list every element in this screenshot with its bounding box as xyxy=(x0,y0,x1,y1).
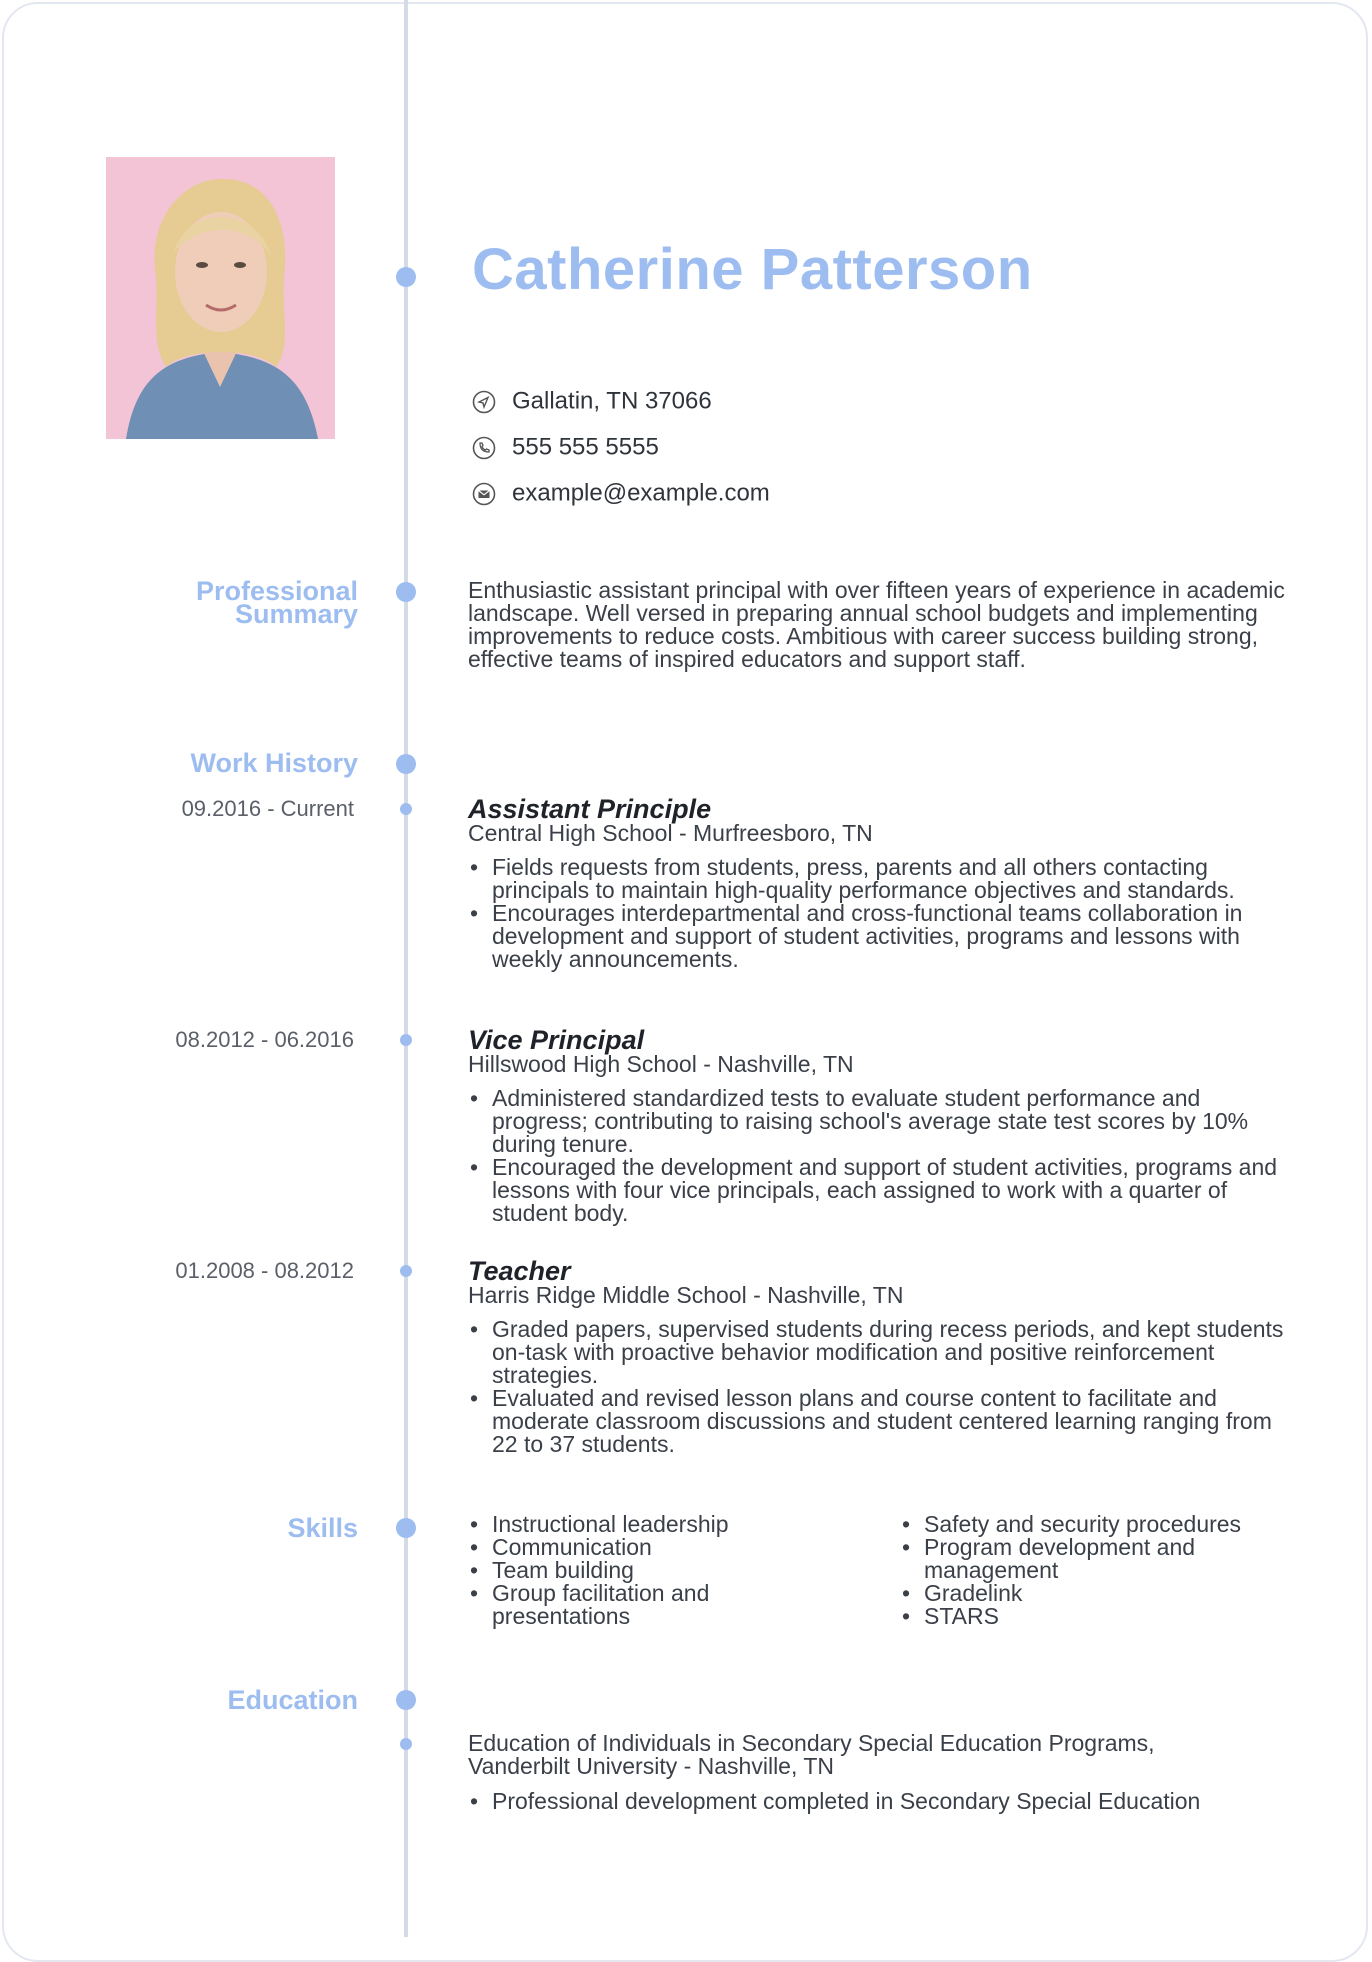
contact-email[interactable] xyxy=(472,479,770,508)
contact-phone xyxy=(472,433,659,462)
job1-dates: 09.2016 - Current xyxy=(181,796,354,821)
timeline-dot-summary xyxy=(396,582,416,602)
education-bullets xyxy=(468,1790,1288,1813)
timeline-dot-name xyxy=(396,267,416,287)
job2-bullets xyxy=(468,1087,1288,1225)
job1 xyxy=(468,796,1288,971)
work-history-heading: Work History xyxy=(190,748,358,778)
location-icon xyxy=(472,390,496,414)
summary-text: Enthusiastic assistant principal with over fifteen years of experience in academic landscape. Well versed in preparing annual school budgets and implementing improvements to reduce costs. Ambitious with career success building strong, effective teams of inspired educators and support staff. xyxy=(468,577,1285,672)
timeline-dot-education xyxy=(396,1690,416,1710)
list-item: • Gradelink xyxy=(924,1582,1280,1605)
phone-text: 555 555 5555 xyxy=(512,433,659,461)
email-icon xyxy=(472,482,496,506)
email-text[interactable]: example@example.com xyxy=(512,479,770,507)
skills-right-column xyxy=(900,1513,1280,1628)
job3 xyxy=(468,1258,1288,1456)
candidate-name: Catherine Patterson xyxy=(472,237,1033,302)
list-item: • Graded papers, supervised students during recess periods, and kept students on-task with proactive behavior modification and positive reinforcement strategies. xyxy=(492,1318,1288,1387)
list-item: • Fields requests from students, press, parents and all others contacting principals to maintain high-quality performance objectives and standards. xyxy=(492,856,1288,902)
list-item: • Administered standardized tests to evaluate student performance and progress; contributing to raising school's average state test scores by 10% during tenure. xyxy=(492,1087,1288,1156)
school-text: Vanderbilt University - Nashville, TN xyxy=(468,1753,834,1779)
timeline-dot-skills xyxy=(396,1518,416,1538)
summary-heading xyxy=(195,576,358,629)
timeline-dot-job2 xyxy=(400,1034,412,1046)
job2-dates: 08.2012 - 06.2016 xyxy=(175,1027,354,1052)
list-item: • STARS xyxy=(924,1605,1280,1628)
job3-bullets xyxy=(468,1318,1288,1456)
timeline-dot-work xyxy=(396,754,416,774)
list-item: • Instructional leadership xyxy=(492,1513,848,1536)
job2 xyxy=(468,1027,1288,1225)
job1-employer: Central High School - Murfreesboro, TN xyxy=(468,820,873,846)
list-item: • Communication xyxy=(492,1536,848,1559)
list-item: • Safety and security procedures xyxy=(924,1513,1280,1536)
timeline-dot-edu1 xyxy=(400,1738,412,1750)
timeline-dot-job3 xyxy=(400,1265,412,1277)
skills-left-column xyxy=(468,1513,848,1628)
education-entry xyxy=(468,1732,1288,1813)
job2-employer: Hillswood High School - Nashville, TN xyxy=(468,1051,854,1077)
timeline-line xyxy=(404,0,408,1937)
address-text: Gallatin, TN 37066 xyxy=(512,387,712,415)
summary-heading-line1: Professional xyxy=(195,576,358,606)
degree-text: Education of Individuals in Secondary Special Education Programs, xyxy=(468,1730,1155,1756)
job3-dates: 01.2008 - 08.2012 xyxy=(175,1258,354,1283)
list-item: • Team building xyxy=(492,1559,848,1582)
profile-photo xyxy=(106,157,335,439)
summary-heading-line2: Summary xyxy=(234,599,358,629)
job1-title: Assistant Principle xyxy=(468,794,712,824)
contact-address xyxy=(472,387,712,416)
list-item: • Program development and management xyxy=(924,1536,1244,1582)
job2-title: Vice Principal xyxy=(468,1025,645,1055)
job3-employer: Harris Ridge Middle School - Nashville, TN xyxy=(468,1282,904,1308)
phone-icon xyxy=(472,436,496,460)
list-item: • Evaluated and revised lesson plans and course content to facilitate and moderate classroom discussions and student centered learning ranging from 22 to 37 students. xyxy=(492,1387,1288,1456)
list-item: • Encouraged the development and support of student activities, programs and lessons with four vice principals, each assigned to work with a quarter of student body. xyxy=(492,1156,1288,1225)
list-item: • Encourages interdepartmental and cross-functional teams collaboration in development and support of student activities, programs and lessons with weekly announcements. xyxy=(492,902,1288,971)
timeline-dot-job1 xyxy=(400,803,412,815)
list-item: • Group facilitation and presentations xyxy=(492,1582,752,1628)
job3-title: Teacher xyxy=(468,1256,571,1286)
list-item: • Professional development completed in Secondary Special Education xyxy=(492,1790,1288,1813)
skills-heading: Skills xyxy=(287,1513,358,1543)
education-heading: Education xyxy=(227,1685,358,1715)
job1-bullets xyxy=(468,856,1288,971)
